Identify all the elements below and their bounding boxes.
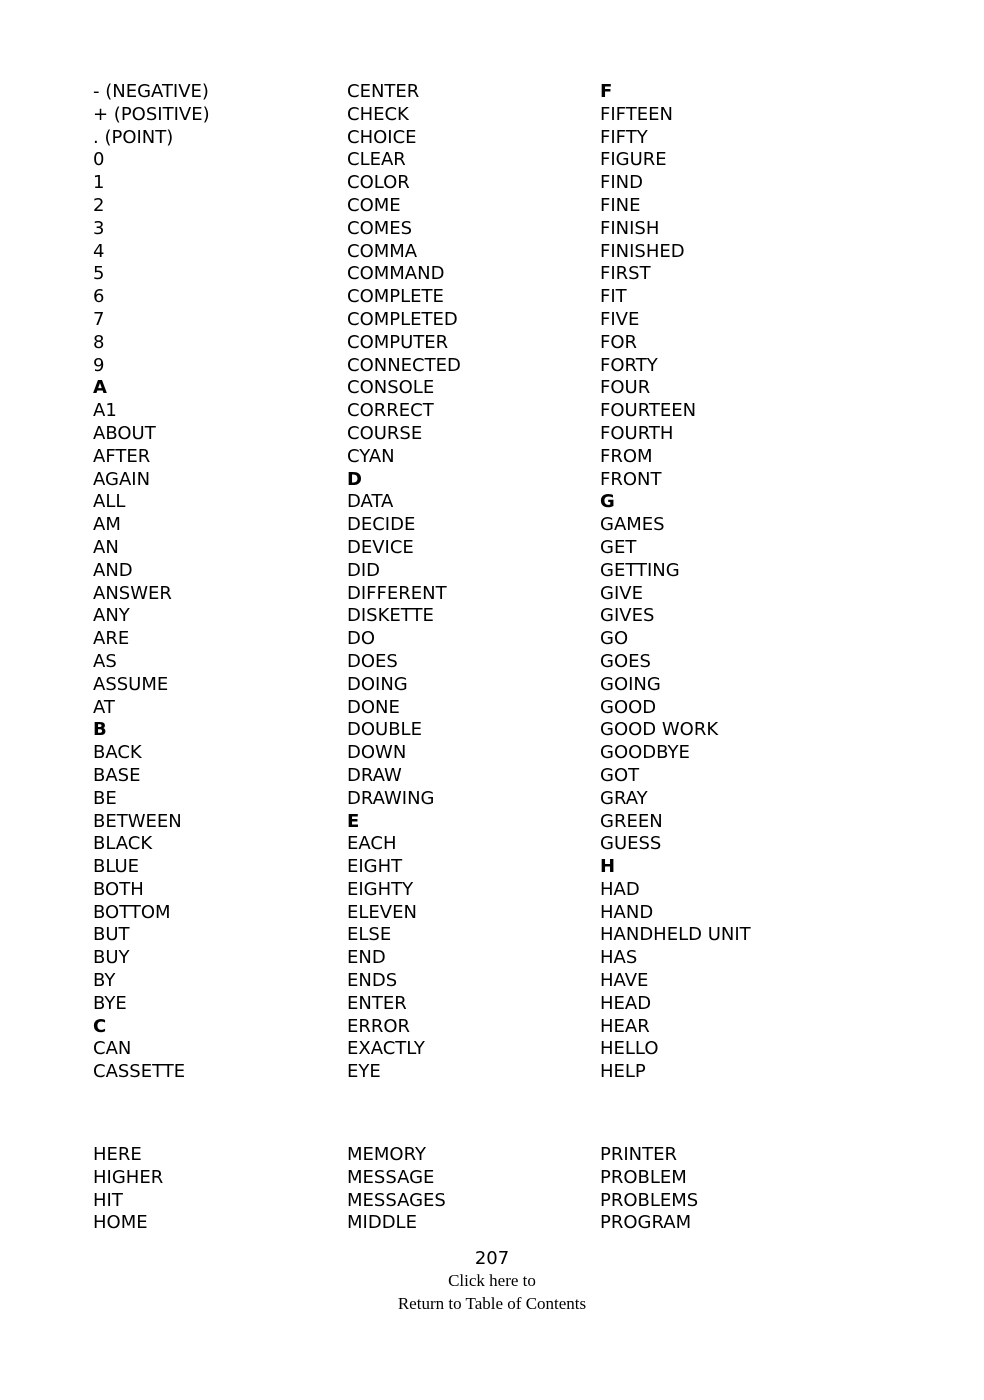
word-item: ANY [93, 605, 130, 627]
word-item: GAMES [600, 514, 665, 536]
section-header: B [93, 719, 107, 741]
word-item: BUY [93, 947, 130, 969]
word-item: 5 [93, 263, 105, 285]
word-item: FINE [600, 194, 641, 216]
word-item: EIGHT [347, 856, 403, 878]
word-item: CENTER [347, 81, 420, 102]
word-item: 4 [93, 240, 105, 262]
word-item: CONNECTED [347, 354, 461, 376]
word-item: DONE [347, 696, 400, 718]
word-item: COMPLETE [347, 286, 444, 308]
word-item: COLOR [347, 172, 410, 194]
word-column-5 [347, 1144, 446, 1235]
word-item: FIT [600, 286, 627, 308]
word-item: GIVES [600, 605, 655, 627]
word-item: MEMORY [347, 1144, 426, 1165]
word-item: ENDS [347, 970, 398, 992]
word-item: HELP [600, 1061, 646, 1083]
word-item: AM [93, 514, 121, 536]
word-item: ELEVEN [347, 901, 417, 923]
word-item: COMMAND [347, 263, 445, 285]
word-item: EACH [347, 833, 397, 855]
word-item: 7 [93, 308, 105, 330]
word-item: DECIDE [347, 514, 416, 536]
word-item: COURSE [347, 422, 423, 444]
word-item: GOT [600, 764, 640, 786]
word-item: EXACTLY [347, 1038, 425, 1060]
word-item: FIRST [600, 263, 651, 285]
word-item: 9 [93, 354, 105, 376]
section-header: E [347, 810, 360, 832]
word-item: PROBLEMS [600, 1189, 699, 1211]
word-item: GUESS [600, 833, 662, 855]
word-item: AFTER [93, 445, 151, 467]
word-item: HAVE [600, 970, 649, 992]
section-header: D [347, 468, 362, 490]
word-item: AGAIN [93, 468, 151, 490]
return-to-toc-link[interactable] [0, 1269, 984, 1315]
word-item: BY [93, 970, 116, 992]
section-header: C [93, 1015, 107, 1037]
word-item: BOTTOM [93, 901, 171, 923]
word-item: COMES [347, 217, 413, 239]
word-item: GOES [600, 650, 651, 672]
word-item: FOUR [600, 377, 651, 399]
word-item: AND [93, 559, 133, 581]
word-item: GRAY [600, 787, 648, 809]
word-item: ERROR [347, 1015, 411, 1037]
word-column-3 [600, 81, 751, 1084]
word-item: AS [93, 650, 117, 672]
word-item: FIFTY [600, 126, 648, 148]
word-item: CHOICE [347, 126, 417, 148]
word-item: DRAWING [347, 787, 435, 809]
word-item: DOUBLE [347, 719, 422, 741]
word-item: PRINTER [600, 1144, 678, 1165]
word-item: CASSETTE [93, 1061, 186, 1083]
word-item: BACK [93, 742, 142, 764]
word-item: HAND [600, 901, 654, 923]
word-item: 6 [93, 286, 105, 308]
word-item: . (POINT) [93, 126, 174, 148]
word-item: FOURTH [600, 422, 674, 444]
word-item: CAN [93, 1038, 132, 1060]
word-item: GETTING [600, 559, 680, 581]
word-item: BOTH [93, 878, 144, 900]
word-item: BE [93, 787, 117, 809]
word-item: - (NEGATIVE) [93, 81, 209, 102]
word-item: FIFTEEN [600, 103, 673, 125]
word-item: 1 [93, 172, 105, 194]
word-item: MESSAGE [347, 1166, 435, 1188]
word-item: CYAN [347, 445, 395, 467]
word-item: GOOD WORK [600, 719, 719, 741]
word-item: DOING [347, 673, 408, 695]
word-item: GOODBYE [600, 742, 690, 764]
word-item: ANSWER [93, 582, 172, 604]
word-item: BLACK [93, 833, 153, 855]
word-item: AN [93, 536, 119, 558]
word-item: PROGRAM [600, 1212, 692, 1234]
word-item: DIFFERENT [347, 582, 447, 604]
word-item: DATA [347, 491, 394, 513]
word-item: HIGHER [93, 1166, 164, 1188]
word-item: HERE [93, 1144, 142, 1165]
word-item: END [347, 947, 386, 969]
word-item: HAS [600, 947, 638, 969]
word-item: BASE [93, 764, 141, 786]
word-item: ARE [93, 628, 130, 650]
word-item: DO [347, 628, 376, 650]
word-item: MESSAGES [347, 1189, 446, 1211]
word-column-1 [93, 81, 210, 1084]
toc-link-line-1[interactable]: Click here to [448, 1271, 536, 1290]
word-item: BETWEEN [93, 810, 182, 832]
word-item: FOURTEEN [600, 400, 697, 422]
word-item: ASSUME [93, 673, 169, 695]
word-column-2 [347, 81, 461, 1084]
word-item: BLUE [93, 856, 140, 878]
toc-link-line-2[interactable]: Return to Table of Contents [397, 1294, 587, 1313]
word-item: DEVICE [347, 536, 414, 558]
word-item: FINISH [600, 217, 660, 239]
word-item: 2 [93, 194, 105, 216]
word-item: ELSE [347, 924, 392, 946]
word-item: GOING [600, 673, 661, 695]
word-item: 3 [93, 217, 105, 239]
word-item: DOWN [347, 742, 407, 764]
word-item: FRONT [600, 468, 662, 490]
word-item: FIND [600, 172, 643, 194]
word-item: EYE [347, 1061, 381, 1083]
section-header: G [600, 491, 615, 513]
word-item: A1 [93, 400, 117, 422]
word-item: CLEAR [347, 149, 406, 171]
word-item: COMMA [347, 240, 418, 262]
word-item: DRAW [347, 764, 402, 786]
page-number: 207 [474, 1248, 510, 1269]
word-item: FOR [600, 331, 638, 353]
section-header: H [600, 856, 616, 878]
word-item: HEAR [600, 1015, 650, 1037]
section-header: F [600, 81, 613, 102]
word-item: HIT [93, 1189, 123, 1211]
word-column-4 [93, 1144, 163, 1235]
word-item: CORRECT [347, 400, 434, 422]
word-item: ALL [93, 491, 126, 513]
word-item: ABOUT [93, 422, 156, 444]
word-item: CONSOLE [347, 377, 435, 399]
word-item: GO [600, 628, 629, 650]
section-header: A [93, 377, 107, 399]
word-item: 0 [93, 149, 105, 171]
word-item: COMPUTER [347, 331, 449, 353]
word-item: FIGURE [600, 149, 667, 171]
word-item: AT [93, 696, 115, 718]
word-item: HANDHELD UNIT [600, 924, 751, 946]
word-item: 8 [93, 331, 105, 353]
word-item: CHECK [347, 103, 409, 125]
word-item: GREEN [600, 810, 663, 832]
word-item: FORTY [600, 354, 658, 376]
word-item: + (POSITIVE) [93, 103, 210, 125]
word-item: GIVE [600, 582, 643, 604]
word-item: DOES [347, 650, 398, 672]
word-item: EIGHTY [347, 878, 414, 900]
word-item: GET [600, 536, 637, 558]
word-item: HEAD [600, 992, 652, 1014]
word-item: DISKETTE [347, 605, 434, 627]
word-item: FROM [600, 445, 653, 467]
word-item: BUT [93, 924, 130, 946]
word-item: BYE [93, 992, 127, 1014]
word-item: ENTER [347, 992, 407, 1014]
word-item: FIVE [600, 308, 640, 330]
word-item: HELLO [600, 1038, 659, 1060]
word-item: HAD [600, 878, 640, 900]
word-item: COMPLETED [347, 308, 458, 330]
word-item: FINISHED [600, 240, 685, 262]
word-item: MIDDLE [347, 1212, 417, 1234]
word-column-6 [600, 1144, 698, 1235]
word-item: HOME [93, 1212, 148, 1234]
word-item: DID [347, 559, 381, 581]
word-item: COME [347, 194, 401, 216]
word-item: GOOD [600, 696, 657, 718]
word-item: PROBLEM [600, 1166, 687, 1188]
